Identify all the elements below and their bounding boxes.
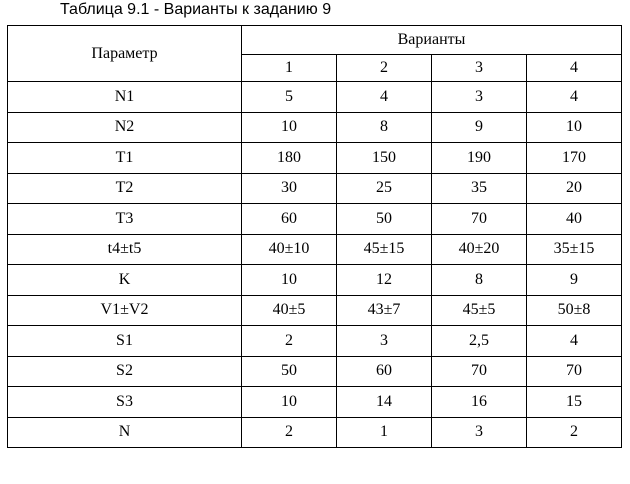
param-cell: t4±t5 (8, 234, 242, 265)
value-cell: 35±15 (527, 234, 622, 265)
value-cell: 40 (527, 204, 622, 235)
table-row (8, 265, 622, 296)
param-cell: V1±V2 (8, 295, 242, 326)
value-cell: 190 (432, 143, 527, 174)
variants-header: Варианты (242, 26, 622, 55)
value-cell: 50±8 (527, 295, 622, 326)
value-cell: 12 (337, 265, 432, 296)
param-header: Параметр (8, 26, 242, 82)
value-cell: 3 (432, 82, 527, 113)
table-row (8, 387, 622, 418)
value-cell: 30 (242, 173, 337, 204)
param-cell: S3 (8, 387, 242, 418)
value-cell: 50 (242, 356, 337, 387)
table-row (8, 234, 622, 265)
value-cell: 25 (337, 173, 432, 204)
value-cell: 180 (242, 143, 337, 174)
table-row (8, 326, 622, 357)
param-cell: S1 (8, 326, 242, 357)
table-caption: Таблица 9.1 - Варианты к заданию 9 (60, 1, 332, 18)
param-cell: K (8, 265, 242, 296)
value-cell: 35 (432, 173, 527, 204)
value-cell: 4 (527, 82, 622, 113)
param-cell: N2 (8, 112, 242, 143)
value-cell: 2,5 (432, 326, 527, 357)
value-cell: 2 (527, 417, 622, 448)
table-body (8, 26, 622, 448)
param-cell: N1 (8, 82, 242, 113)
value-cell: 10 (527, 112, 622, 143)
param-cell: T3 (8, 204, 242, 235)
value-cell: 70 (432, 204, 527, 235)
value-cell: 4 (337, 82, 432, 113)
value-cell: 150 (337, 143, 432, 174)
param-cell: T2 (8, 173, 242, 204)
value-cell: 45±15 (337, 234, 432, 265)
table-row (8, 356, 622, 387)
variants-table (7, 25, 622, 448)
variant-number: 2 (337, 55, 432, 82)
param-cell: N (8, 417, 242, 448)
value-cell: 1 (337, 417, 432, 448)
value-cell: 10 (242, 112, 337, 143)
value-cell: 40±10 (242, 234, 337, 265)
value-cell: 9 (527, 265, 622, 296)
value-cell: 3 (337, 326, 432, 357)
table-row (8, 173, 622, 204)
param-cell: S2 (8, 356, 242, 387)
table-row (8, 143, 622, 174)
value-cell: 15 (527, 387, 622, 418)
value-cell: 170 (527, 143, 622, 174)
value-cell: 2 (242, 417, 337, 448)
value-cell: 16 (432, 387, 527, 418)
value-cell: 40±20 (432, 234, 527, 265)
table-row (8, 82, 622, 113)
value-cell: 8 (337, 112, 432, 143)
param-cell: T1 (8, 143, 242, 174)
value-cell: 14 (337, 387, 432, 418)
value-cell: 50 (337, 204, 432, 235)
value-cell: 60 (337, 356, 432, 387)
value-cell: 9 (432, 112, 527, 143)
value-cell: 10 (242, 265, 337, 296)
variant-number: 3 (432, 55, 527, 82)
header-row (8, 26, 622, 55)
value-cell: 40±5 (242, 295, 337, 326)
value-cell: 70 (432, 356, 527, 387)
value-cell: 8 (432, 265, 527, 296)
value-cell: 3 (432, 417, 527, 448)
value-cell: 60 (242, 204, 337, 235)
table-row (8, 295, 622, 326)
value-cell: 43±7 (337, 295, 432, 326)
table-row (8, 417, 622, 448)
value-cell: 10 (242, 387, 337, 418)
table-row (8, 112, 622, 143)
value-cell: 2 (242, 326, 337, 357)
variant-number: 1 (242, 55, 337, 82)
table-row (8, 204, 622, 235)
value-cell: 70 (527, 356, 622, 387)
value-cell: 5 (242, 82, 337, 113)
variant-number: 4 (527, 55, 622, 82)
value-cell: 20 (527, 173, 622, 204)
value-cell: 45±5 (432, 295, 527, 326)
value-cell: 4 (527, 326, 622, 357)
